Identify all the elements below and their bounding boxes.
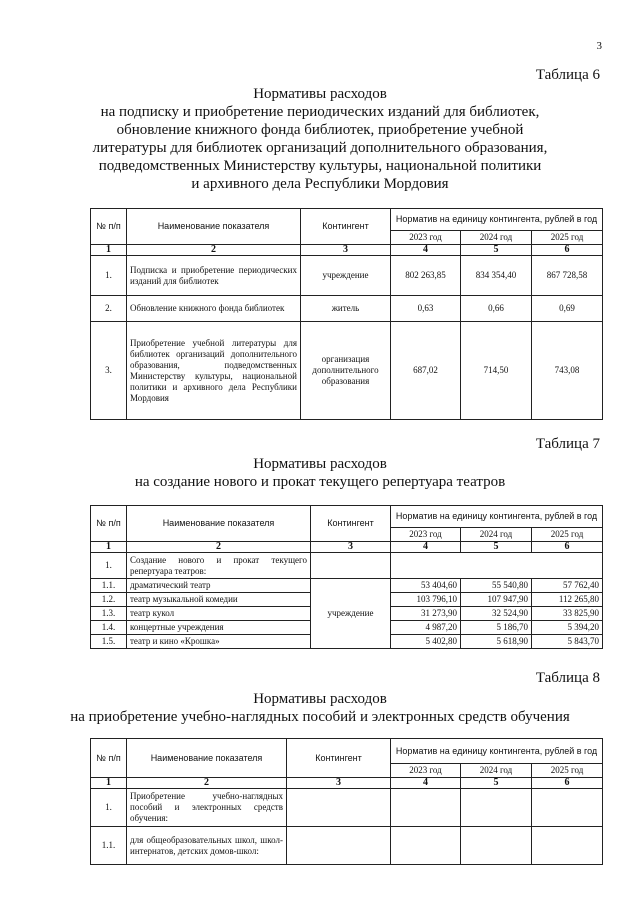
table-row	[91, 296, 603, 322]
table-row	[91, 789, 603, 827]
row-number: 1.1.	[91, 579, 127, 593]
value-2023: 31 273,90	[391, 607, 461, 621]
value-2025: 57 762,40	[532, 579, 603, 593]
value-2023: 802 263,85	[391, 256, 461, 296]
column-number: 6	[532, 245, 603, 256]
column-number: 4	[391, 245, 461, 256]
value-2024: 5 618,90	[461, 635, 532, 649]
header-contingent: Контингент	[287, 739, 391, 778]
value-2023: 53 404,60	[391, 579, 461, 593]
column-number: 5	[461, 778, 532, 789]
row-number: 1.2.	[91, 593, 127, 607]
column-number: 5	[461, 542, 532, 553]
table-row	[91, 322, 603, 420]
table-row	[91, 553, 603, 579]
row-number: 1.3.	[91, 607, 127, 621]
row-contingent: организация дополнительного образования	[301, 322, 391, 420]
header-norm: Норматив на единицу контингента, рублей в год	[391, 209, 603, 231]
header-year: 2025 год	[532, 528, 603, 542]
title-line: Нормативы расходов	[253, 691, 387, 707]
table-8	[90, 738, 603, 865]
value-2025: 33 825,90	[532, 607, 603, 621]
row-number: 1.1.	[91, 827, 127, 865]
column-number: 3	[301, 245, 391, 256]
table-row	[91, 827, 603, 865]
title-line: Нормативы расходов	[253, 86, 387, 102]
column-number: 2	[127, 542, 311, 553]
column-number: 3	[311, 542, 391, 553]
value-2024: 0,66	[461, 296, 532, 322]
empty-cell	[532, 827, 603, 865]
header-name: Наименование показателя	[127, 506, 311, 542]
column-number: 4	[391, 778, 461, 789]
header-year: 2023 год	[391, 231, 461, 245]
title-line: обновление книжного фонда библиотек, приобретение учебной	[116, 122, 524, 138]
row-name: театр музыкальной комедии	[127, 593, 311, 607]
table-6-label: Таблица 6	[535, 67, 600, 83]
header-contingent: Контингент	[311, 506, 391, 542]
column-number: 6	[532, 542, 603, 553]
row-name: Обновление книжного фонда библиотек	[127, 296, 301, 322]
table-7-title	[80, 455, 560, 491]
header-norm: Норматив на единицу контингента, рублей в год	[391, 506, 603, 528]
header-year: 2024 год	[461, 231, 532, 245]
row-name: Создание нового и прокат текущего репертуара театров:	[127, 553, 311, 579]
row-contingent: житель	[301, 296, 391, 322]
empty-cell	[532, 789, 603, 827]
header-name: Наименование показателя	[127, 739, 287, 778]
row-name: Приобретение учебной литературы для библиотек организаций дополнительного образования, подведомственных Министерству культуры, национальной политики и архивного дела Республики Мордовия	[127, 322, 301, 420]
row-contingent: учреждение	[301, 256, 391, 296]
title-line: на приобретение учебно-наглядных пособий и электронных средств обучения	[70, 709, 570, 725]
column-number: 1	[91, 542, 127, 553]
row-number: 1.	[91, 256, 127, 296]
header-year: 2023 год	[391, 764, 461, 778]
row-number: 1.5.	[91, 635, 127, 649]
row-number: 1.	[91, 789, 127, 827]
table-row	[91, 579, 603, 593]
empty-cell	[391, 789, 461, 827]
row-name: театр и кино «Крошка»	[127, 635, 311, 649]
empty-cell	[287, 789, 391, 827]
value-2024: 834 354,40	[461, 256, 532, 296]
value-2024: 107 947,90	[461, 593, 532, 607]
row-name: драматический театр	[127, 579, 311, 593]
row-contingent: учреждение	[311, 579, 391, 649]
value-2025: 743,08	[532, 322, 603, 420]
row-number: 3.	[91, 322, 127, 420]
value-2023: 0,63	[391, 296, 461, 322]
value-2023: 5 402,80	[391, 635, 461, 649]
table-8-title	[60, 690, 580, 726]
column-number: 1	[91, 245, 127, 256]
column-number: 3	[287, 778, 391, 789]
empty-cell	[391, 827, 461, 865]
title-line: Нормативы расходов	[253, 456, 387, 472]
value-2023: 103 796,10	[391, 593, 461, 607]
header-year: 2025 год	[532, 231, 603, 245]
empty-cell	[391, 553, 603, 579]
header-no: № п/п	[91, 506, 127, 542]
title-line: на создание нового и прокат текущего репертуара театров	[134, 474, 506, 490]
column-number: 6	[532, 778, 603, 789]
header-no: № п/п	[91, 739, 127, 778]
row-name: концертные учреждения	[127, 621, 311, 635]
row-name: Подписка и приобретение периодических изданий для библиотек	[127, 256, 301, 296]
page-number: 3	[596, 40, 602, 52]
value-2025: 0,69	[532, 296, 603, 322]
value-2023: 687,02	[391, 322, 461, 420]
row-number: 2.	[91, 296, 127, 322]
value-2025: 112 265,80	[532, 593, 603, 607]
header-contingent: Контингент	[301, 209, 391, 245]
column-number: 5	[461, 245, 532, 256]
table-7	[90, 505, 603, 649]
header-year: 2025 год	[532, 764, 603, 778]
empty-cell	[287, 827, 391, 865]
title-line: на подписку и приобретение периодических изданий для библиотек,	[100, 104, 540, 120]
column-number: 1	[91, 778, 127, 789]
title-line: и архивного дела Республики Мордовия	[191, 176, 449, 192]
header-no: № п/п	[91, 209, 127, 245]
value-2025: 5 843,70	[532, 635, 603, 649]
header-norm: Норматив на единицу контингента, рублей в год	[391, 739, 603, 764]
row-name: Приобретение учебно-наглядных пособий и электронных средств обучения:	[127, 789, 287, 827]
header-year: 2024 год	[461, 528, 532, 542]
table-8-label: Таблица 8	[535, 670, 600, 686]
empty-cell	[311, 553, 391, 579]
column-number: 2	[127, 245, 301, 256]
title-line: подведомственных Министерству культуры, национальной политики	[98, 158, 542, 174]
table-6-title	[80, 85, 560, 193]
table-row	[91, 256, 603, 296]
value-2023: 4 987,20	[391, 621, 461, 635]
value-2025: 5 394,20	[532, 621, 603, 635]
value-2024: 32 524,90	[461, 607, 532, 621]
column-number: 2	[127, 778, 287, 789]
row-name: для общеобразовательных школ, школ-интернатов, детских домов-школ:	[127, 827, 287, 865]
table-7-label: Таблица 7	[535, 436, 600, 452]
title-line: литературы для библиотек организаций дополнительного образования,	[92, 140, 548, 156]
row-number: 1.4.	[91, 621, 127, 635]
value-2024: 714,50	[461, 322, 532, 420]
table-6	[90, 208, 603, 420]
value-2025: 867 728,58	[532, 256, 603, 296]
value-2024: 55 540,80	[461, 579, 532, 593]
row-number: 1.	[91, 553, 127, 579]
column-number: 4	[391, 542, 461, 553]
header-year: 2023 год	[391, 528, 461, 542]
value-2024: 5 186,70	[461, 621, 532, 635]
empty-cell	[461, 789, 532, 827]
empty-cell	[461, 827, 532, 865]
row-name: театр кукол	[127, 607, 311, 621]
header-year: 2024 год	[461, 764, 532, 778]
header-name: Наименование показателя	[127, 209, 301, 245]
